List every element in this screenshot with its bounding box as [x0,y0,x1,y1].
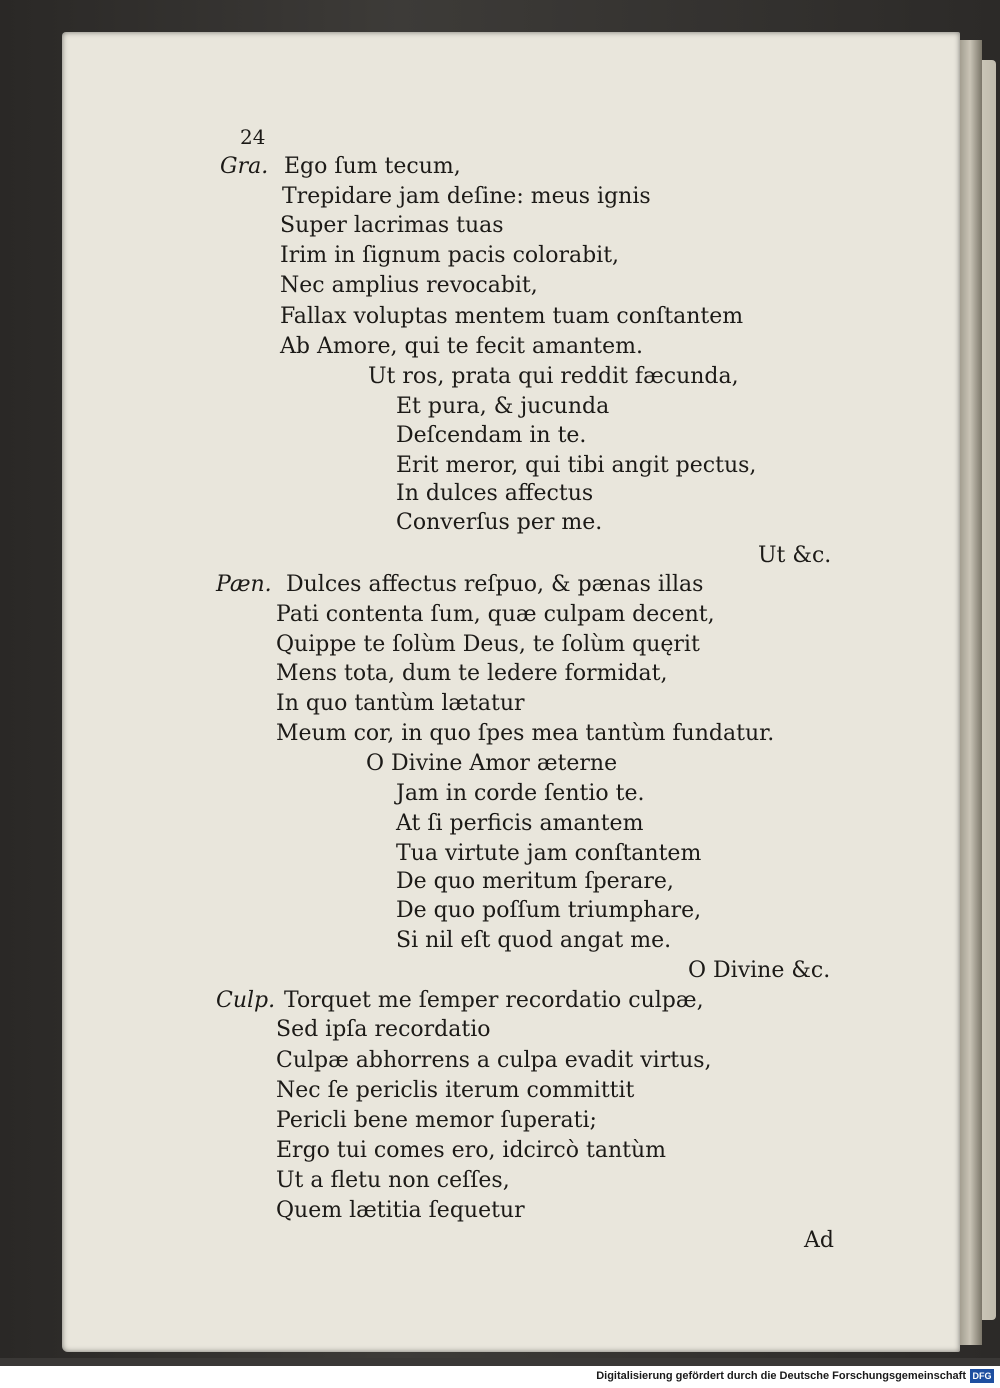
paen-aria-line: At ſi perficis amantem [396,811,644,836]
gra-recit-line: Irim in ſignum pacis colorabit, [280,243,620,268]
speaker-gra: Gra. [220,154,269,179]
funding-credit: Digitalisierung gefördert durch die Deutsche Forschungsgemeinschaft [596,1370,966,1382]
gra-recit-line: Super lacrimas tuas [280,213,504,238]
paen-aria-line: De quo meritum ſperare, [396,869,674,894]
paen-aria-line: Tua virtute jam conſtantem [396,841,702,866]
speaker-culp: Culp. [216,988,276,1013]
paen-recit-line: Pati contenta ſum, quæ culpam decent, [276,602,715,627]
culp-recit-line: Pericli bene memor ſuperati; [276,1108,597,1133]
paen-recit-line: Meum cor, in quo ſpes mea tantùm fundatur. [276,721,775,746]
gra-recit-line: Trepidare jam deſine: meus ignis [282,184,651,209]
speaker-paen: Pæn. [216,572,272,597]
dfg-logo: DFG [970,1369,994,1383]
culp-recit-line: Ut a fletu non ceſſes, [276,1168,510,1193]
paen-aria-line: Jam in corde ſentio te. [396,781,645,806]
culp-recit-line: Ergo tui comes ero, idcircò tantùm [276,1138,666,1163]
culp-recit-line: Sed ipſa recordatio [276,1017,491,1042]
paen-aria-line: O Divine Amor æterne [366,751,618,776]
digitization-footer [0,1366,1000,1388]
gra-aria-line: Et pura, & jucunda [396,394,610,419]
gra-repeat: Ut &c. [758,543,832,568]
catchword: Ad [804,1228,834,1253]
culp-recit-line: Culpæ abhorrens a culpa evadit virtus, [276,1048,712,1073]
paen-line-1: Dulces affectus reſpuo, & pænas illas [286,572,704,597]
paen-recit-line: Mens tota, dum te ledere formidat, [276,661,668,686]
gra-aria-line: Ut ros, prata qui reddit fæcunda, [368,364,739,389]
gra-aria-line: Converſus per me. [396,510,603,535]
paen-recit-line: Quippe te ſolùm Deus, te ſolùm quęrit [276,632,700,657]
paen-recit-line: In quo tantùm lætatur [276,691,525,716]
gra-recit-line: Fallax voluptas mentem tuam conſtantem [280,304,744,329]
culp-recit-line: Quem lætitia ſequetur [276,1198,525,1223]
paen-repeat: O Divine &c. [688,958,831,983]
gra-recit-line: Ab Amore, qui te fecit amantem. [280,334,643,359]
paen-aria-line: Si nil eſt quod angat me. [396,928,672,953]
gra-recit-line: Nec amplius revocabit, [280,273,538,298]
gra-aria-line: Erit meror, qui tibi angit pectus, [396,453,757,478]
culp-line-1: Torquet me ſemper recordatio culpæ, [284,988,704,1013]
gra-aria-line: Deſcendam in te. [396,423,587,448]
page-number: 24 [240,125,266,149]
gra-aria-line: In dulces affectus [396,481,594,506]
paen-aria-line: De quo poſſum triumphare, [396,898,702,923]
gra-line-1: Ego ſum tecum, [284,154,461,179]
culp-recit-line: Nec ſe periclis iterum committit [276,1078,635,1103]
